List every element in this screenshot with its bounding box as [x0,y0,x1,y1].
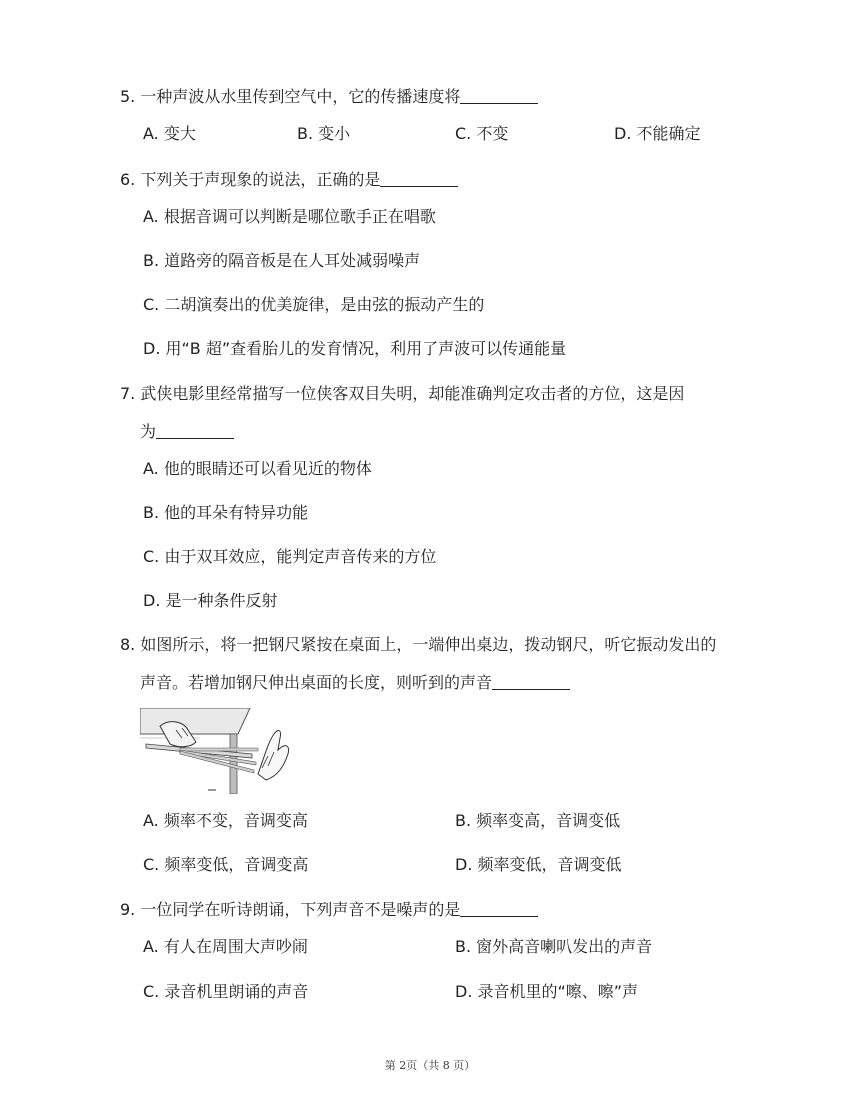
option-a[interactable]: A. 他的眼睛还可以看见近的物体 [143,459,372,478]
option-d[interactable]: D. 频率变低，音调变低 [455,855,622,874]
option-b[interactable]: B. 他的耳朵有特异功能 [143,503,309,522]
question-text: 下列关于声现象的说法，正确的是 [140,170,381,189]
option-b[interactable]: B. 道路旁的隔音板是在人耳处减弱噪声 [143,251,421,270]
question-text: 武侠电影里经常描写一位侠客双目失明，却能准确判定攻击者的方位，这是因 [140,384,685,403]
question-number: 9. [120,900,136,919]
question-text: 为 [140,422,157,441]
option-d[interactable]: D. 不能确定 [614,124,701,143]
option-a[interactable]: A. 频率不变，音调变高 [143,811,308,830]
ruler-on-table-figure [140,708,292,794]
question-8-stem [120,635,716,655]
option-c[interactable]: C. 频率变低，音调变高 [143,855,309,874]
question-number: 8. [120,635,136,654]
option-c[interactable]: C. 不变 [455,124,509,143]
question-7-stem [120,384,684,404]
option-c[interactable]: C. 二胡演奏出的优美旋律，是由弦的振动产生的 [143,295,485,314]
question-text: 声音。若增加钢尺伸出桌面的长度，则听到的声音 [140,673,493,692]
option-c[interactable]: C. 录音机里朗诵的声音 [143,982,309,1001]
option-a[interactable]: A. 根据音调可以判断是哪位歌手正在唱歌 [143,207,436,226]
question-5-stem [120,87,538,107]
option-a[interactable]: A. 变大 [143,124,196,143]
option-d[interactable]: D. 录音机里的“嚓、嚓”声 [455,982,639,1001]
question-number: 6. [120,170,136,189]
answer-blank[interactable] [380,170,458,187]
option-b[interactable]: B. 窗外高音喇叭发出的声音 [455,937,653,956]
option-d[interactable]: D. 是一种条件反射 [143,591,278,610]
question-9-stem [120,900,538,920]
question-text: 如图所示，将一把钢尺紧按在桌面上，一端伸出桌边，拨动钢尺，听它振动发出的 [140,635,717,654]
option-d[interactable]: D. 用“B 超”查看胎儿的发育情况，利用了声波可以传通能量 [143,339,567,358]
answer-blank[interactable] [460,87,538,104]
question-text: 一位同学在听诗朗诵，下列声音不是噪声的是 [140,900,461,919]
answer-blank[interactable] [156,422,234,439]
question-6-stem [120,170,458,190]
question-8-stem-cont [140,673,570,693]
answer-blank[interactable] [460,900,538,917]
question-number: 5. [120,87,136,106]
question-7-stem-cont [140,422,234,442]
option-b[interactable]: B. 频率变高，音调变低 [455,811,621,830]
question-text: 一种声波从水里传到空气中，它的传播速度将 [140,87,461,106]
page-footer: 第 2页（共 8 页） [384,1059,476,1072]
option-c[interactable]: C. 由于双耳效应，能判定声音传来的方位 [143,547,437,566]
option-b[interactable]: B. 变小 [297,124,351,143]
question-number: 7. [120,384,136,403]
answer-blank[interactable] [492,673,570,690]
option-a[interactable]: A. 有人在周围大声吵闹 [143,937,308,956]
